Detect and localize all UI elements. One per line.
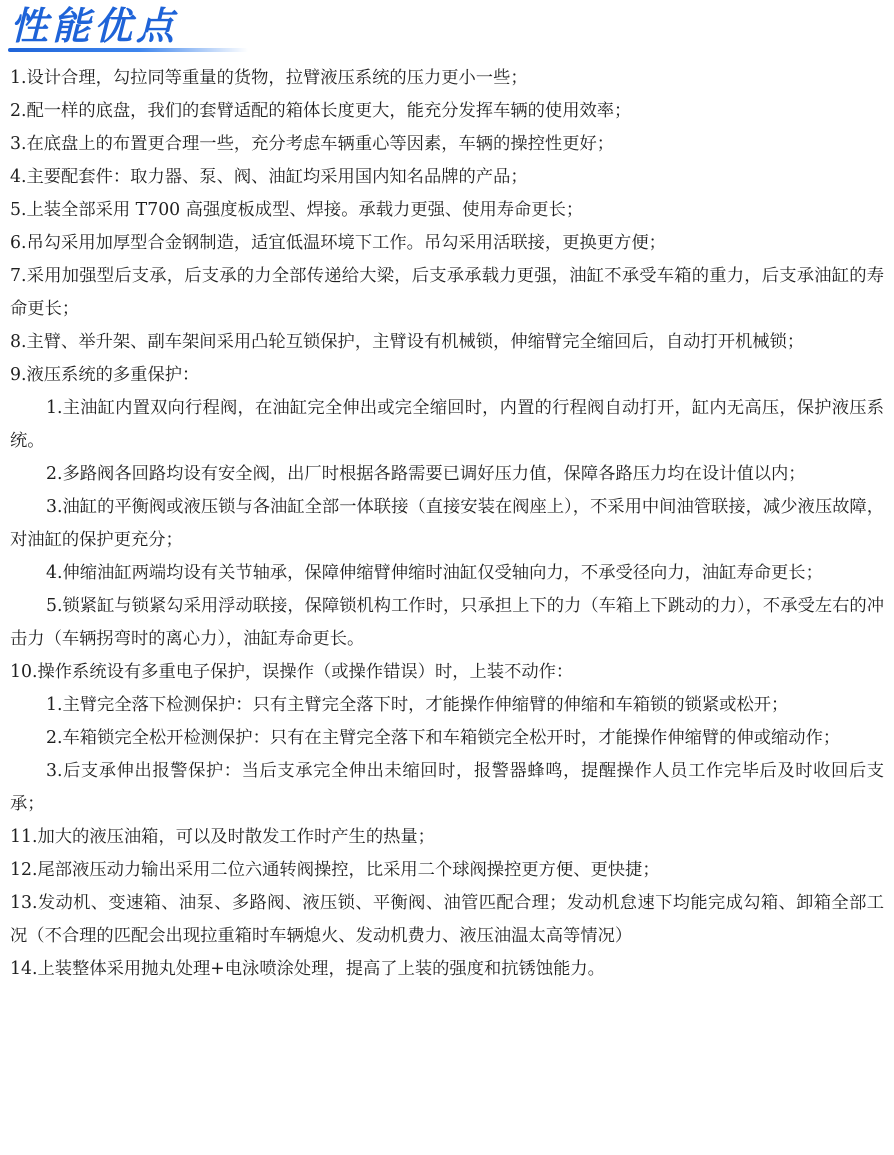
feature-subitem: 2.多路阀各回路均设有安全阀，出厂时根据各路需要已调好压力值，保障各路压力均在设计值以内； xyxy=(46,464,806,484)
feature-subitem: 2.车箱锁完全松开检测保护：只有在主臂完全落下和车箱锁完全松开时，才能操作伸缩臂的伸或缩动作； xyxy=(46,728,841,748)
feature-item: 10.操作系统设有多重电子保护，误操作（或操作错误）时，上装不动作： xyxy=(10,662,574,682)
feature-item: 6.吊勾采用加厚型合金钢制造，适宜低温环境下工作。吊勾采用活联接，更换更方便； xyxy=(10,233,666,253)
feature-item: 2.配一样的底盘，我们的套臂适配的箱体长度更大，能充分发挥车辆的使用效率； xyxy=(10,101,632,121)
feature-item: 9.液压系统的多重保护： xyxy=(10,365,200,385)
title-underline-decoration xyxy=(8,48,248,52)
feature-subitem: 3.后支承伸出报警保护：当后支承完全伸出未缩回时，报警器蜂鸣，提醒操作人员工作完毕后及时收回后支承； xyxy=(10,761,884,814)
feature-item: 14.上装整体采用抛丸处理+电泳喷涂处理，提高了上装的强度和抗锈蚀能力。 xyxy=(10,959,605,979)
feature-list xyxy=(10,62,884,986)
feature-item: 13.发动机、变速箱、油泵、多路阀、液压锁、平衡阀、油管匹配合理；发动机怠速下均能完成勾箱、卸箱全部工况（不合理的匹配会出现拉重箱时车辆熄火、发动机费力、液压油温太高等情况） xyxy=(10,893,884,946)
feature-item: 12.尾部液压动力输出采用二位六通转阀操控，比采用二个球阀操控更方便、更快捷； xyxy=(10,860,660,880)
feature-item: 3.在底盘上的布置更合理一些，充分考虑车辆重心等因素，车辆的操控性更好； xyxy=(10,134,615,154)
feature-item: 5.上装全部采用 T700 高强度板成型、焊接。承载力更强、使用寿命更长； xyxy=(10,200,584,220)
feature-subitem: 1.主油缸内置双向行程阀，在油缸完全伸出或完全缩回时，内置的行程阀自动打开，缸内无高压，保护液压系统。 xyxy=(10,398,884,451)
section-header xyxy=(0,0,894,58)
feature-item: 7.采用加强型后支承，后支承的力全部传递给大梁，后支承承载力更强，油缸不承受车箱的重力，后支承油缸的寿命更长； xyxy=(10,266,884,319)
feature-subitem: 4.伸缩油缸两端均设有关节轴承，保障伸缩臂伸缩时油缸仅受轴向力，不承受径向力，油缸寿命更长； xyxy=(46,563,823,583)
feature-subitem: 5.锁紧缸与锁紧勾采用浮动联接，保障锁机构工作时，只承担上下的力（车箱上下跳动的力），不承受左右的冲击力（车辆拐弯时的离心力），油缸寿命更长。 xyxy=(10,596,884,649)
feature-subitem: 3.油缸的平衡阀或液压锁与各油缸全部一体联接（直接安装在阀座上），不采用中间油管联接，减少液压故障，对油缸的保护更充分； xyxy=(10,497,884,550)
feature-item: 8.主臂、举升架、副车架间采用凸轮互锁保护，主臂设有机械锁，伸缩臂完全缩回后，自动打开机械锁； xyxy=(10,332,805,352)
feature-subitem: 1.主臂完全落下检测保护：只有主臂完全落下时，才能操作伸缩臂的伸缩和车箱锁的锁紧或松开； xyxy=(46,695,789,715)
section-title: 性能优点 xyxy=(10,4,179,48)
feature-item: 1.设计合理，勾拉同等重量的货物，拉臂液压系统的压力更小一些； xyxy=(10,68,528,88)
feature-item: 11.加大的液压油箱，可以及时散发工作时产生的热量； xyxy=(10,827,435,847)
feature-item: 4.主要配套件：取力器、泵、阀、油缸均采用国内知名品牌的产品； xyxy=(10,167,528,187)
